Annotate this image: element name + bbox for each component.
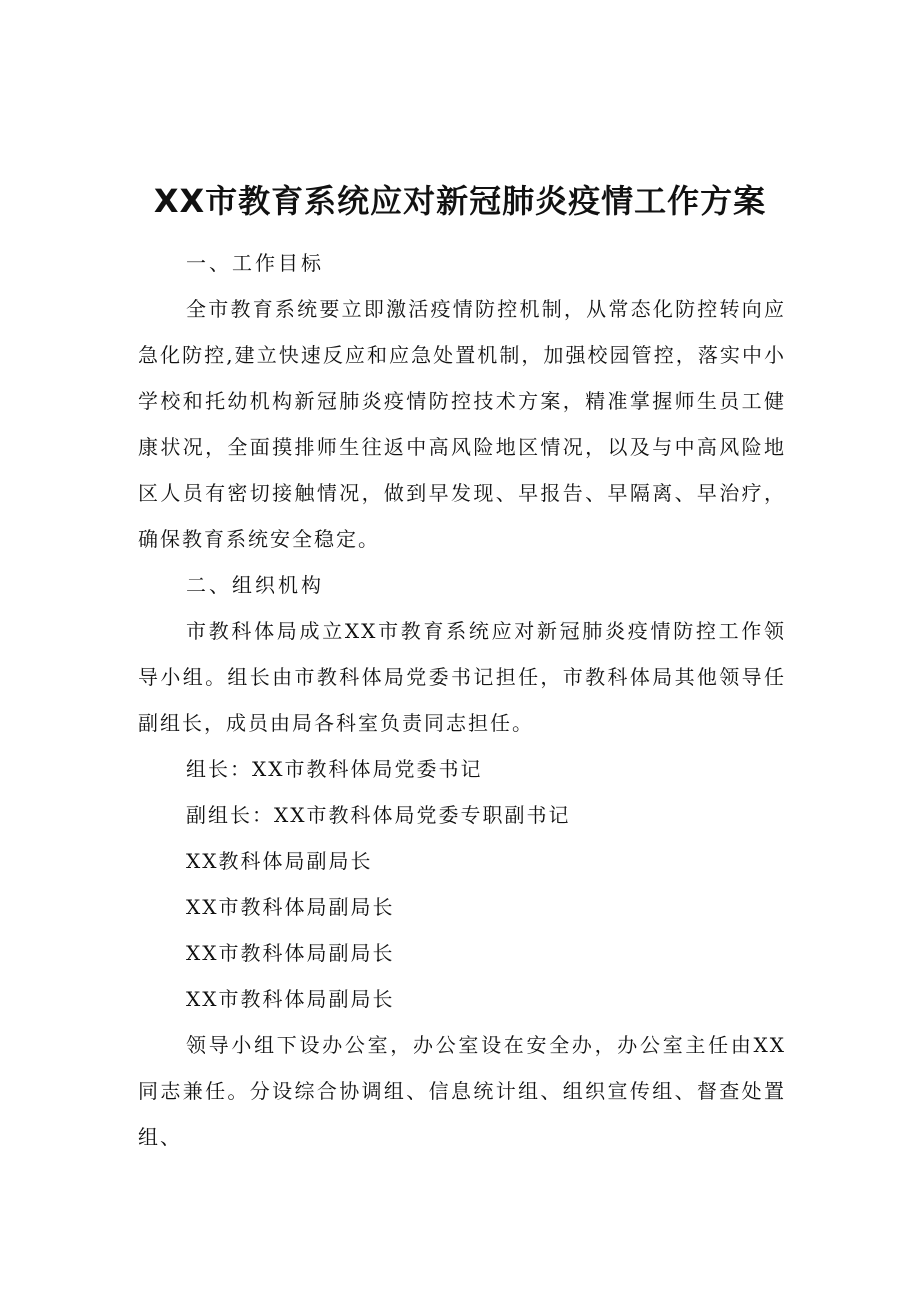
goals-paragraph: 全市教育系统要立即激活疫情防控机制，从常态化防控转向应急化防控,建立快速反应和应急处置机制，加强校园管控，落实中小学校和托幼机构新冠肺炎疫情防控技术方案，精准掌握师生员工健康状况，全面摸排师生往返中高风险地区情况，以及与中高风险地区人员有密切接触情况，做到早发现、早报告、早隔离、早治疗，确保教育系统安全稳定。 [138,297,786,551]
organization-paragraph: 市教科体局成立XX市教育系统应对新冠肺炎疫情防控工作领导小组。组长由市教科体局党委书记担任，市教科体局其他领导任副组长，成员由局各科室负责同志担任。 [138,619,786,735]
section-heading-goals: 一、工作目标 [186,251,324,275]
member-line: XX市教科体局副局长 [186,987,395,1011]
member-line: XX市教科体局副局长 [186,895,395,919]
member-line: XX教科体局副局长 [186,849,373,873]
section-heading-organization: 二、组织机构 [186,573,324,597]
office-paragraph: 领导小组下设办公室，办公室设在安全办，办公室主任由XX同志兼任。分设综合协调组、信息统计组、组织宣传组、督查处置组、 [138,1033,786,1149]
member-line: XX市教科体局副局长 [186,941,395,965]
document-body [138,240,786,1160]
document-title: XX市教育系统应对新冠肺炎疫情工作方案 [153,182,767,220]
member-line-leader: 组长：XX市教科体局党委书记 [186,757,483,781]
member-line-deputy-leader: 副组长：XX市教科体局党委专职副书记 [186,803,571,827]
